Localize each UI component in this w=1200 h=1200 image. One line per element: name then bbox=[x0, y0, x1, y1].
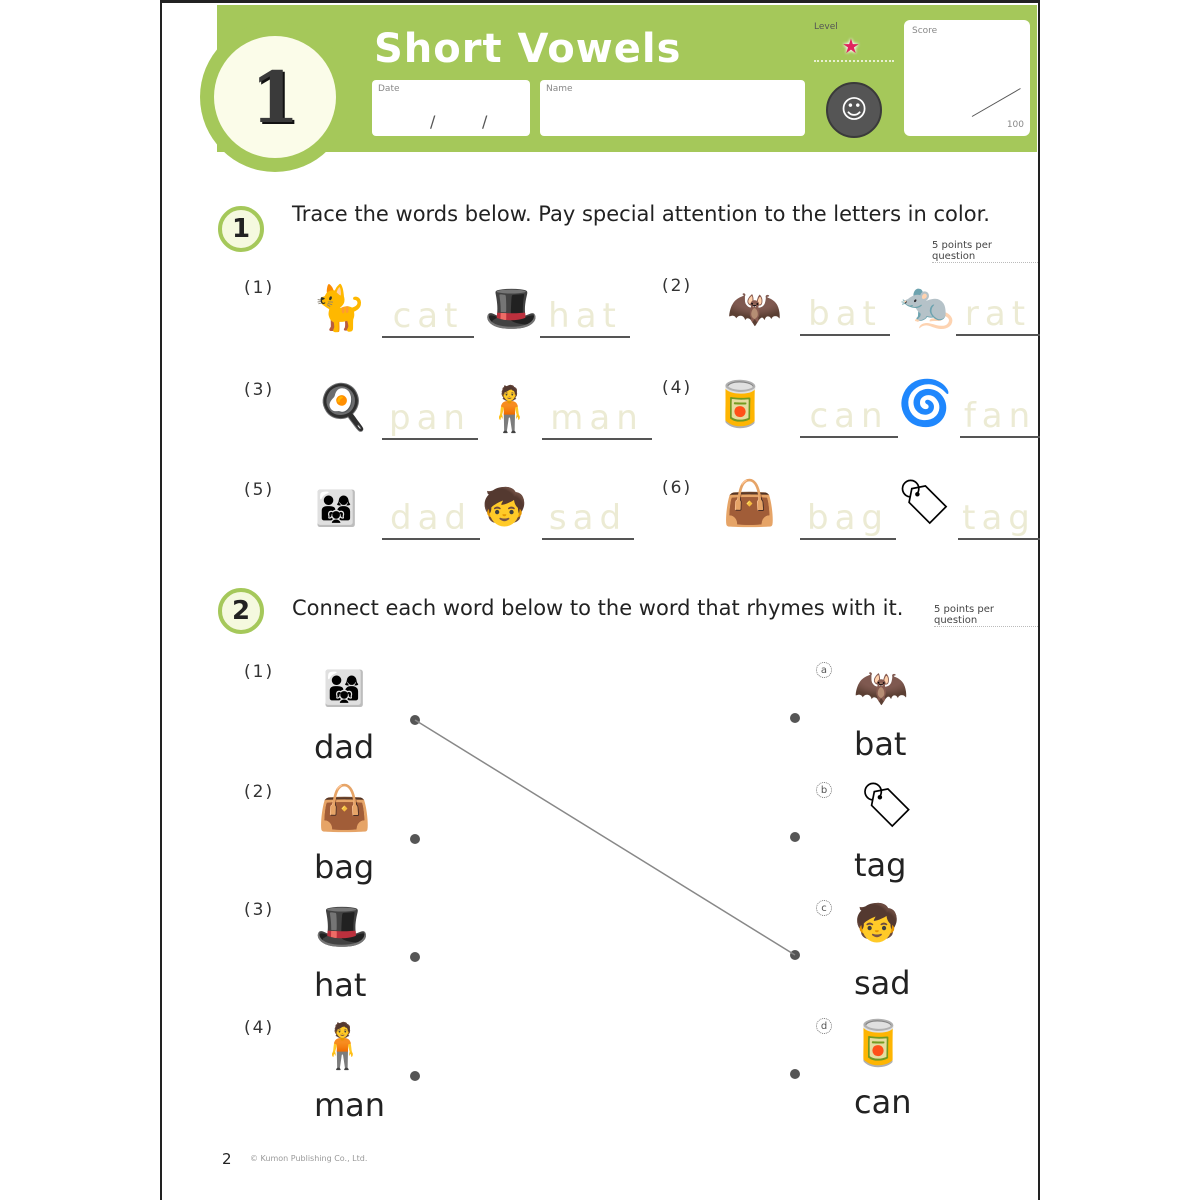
trace-word-dad[interactable]: dad bbox=[382, 498, 480, 540]
trace-word-man[interactable]: man bbox=[542, 398, 652, 440]
pan-icon: 🍳 bbox=[315, 381, 371, 433]
section-1-instruction: Trace the words below. Pay special attention to the letters in color. bbox=[292, 202, 990, 226]
left-word-dad: dad bbox=[314, 728, 375, 766]
option-letter: c bbox=[816, 900, 832, 916]
level-label: Level bbox=[814, 22, 838, 32]
man-icon: 🧍 bbox=[315, 1021, 370, 1072]
can-icon: 🥫 bbox=[850, 1018, 906, 1069]
section-1-number: 1 bbox=[218, 206, 264, 252]
right-word-sad: sad bbox=[854, 964, 911, 1002]
connect-dot-bag[interactable] bbox=[410, 834, 420, 844]
tag-icon: 🏷 bbox=[896, 477, 953, 528]
question-number: (1) bbox=[244, 278, 275, 298]
date-label: Date bbox=[378, 84, 400, 94]
trace-word-cat[interactable]: cat bbox=[382, 296, 474, 338]
date-slash: / bbox=[482, 112, 488, 131]
question-number: (2) bbox=[244, 782, 275, 802]
bag-icon: 👜 bbox=[317, 783, 372, 834]
section-2-number: 2 bbox=[218, 588, 264, 634]
connect-dot-tag[interactable] bbox=[790, 832, 800, 842]
date-slash: / bbox=[430, 112, 436, 131]
sad-boy-icon: 🧒 bbox=[482, 486, 527, 528]
section-2-points: 5 points per question bbox=[934, 604, 1038, 627]
bag-icon: 👜 bbox=[722, 478, 777, 529]
sad-boy-icon: 🧒 bbox=[854, 903, 900, 944]
rat-icon: 🐀 bbox=[899, 279, 955, 331]
question-number: (6) bbox=[662, 478, 693, 498]
section-1-points: 5 points per question bbox=[932, 240, 1038, 263]
trace-word-bag[interactable]: bag bbox=[800, 498, 896, 540]
page-number: 2 bbox=[222, 1150, 232, 1168]
connect-dot-sad[interactable] bbox=[790, 950, 800, 960]
option-letter: b bbox=[816, 782, 832, 798]
question-number: (5) bbox=[244, 480, 275, 500]
bat-icon: 🦇 bbox=[727, 283, 782, 334]
can-icon: 🥫 bbox=[712, 379, 768, 430]
copyright: © Kumon Publishing Co., Ltd. bbox=[250, 1154, 368, 1163]
unit-badge bbox=[214, 36, 336, 158]
unit-number: 1 bbox=[250, 55, 300, 139]
left-word-bag: bag bbox=[314, 848, 375, 886]
tag-icon: 🏷 bbox=[859, 780, 915, 831]
page-title: Short Vowels bbox=[374, 26, 682, 72]
left-word-man: man bbox=[314, 1086, 386, 1124]
trace-word-hat[interactable]: hat bbox=[540, 296, 630, 338]
connect-dot-bat[interactable] bbox=[790, 713, 800, 723]
score-max: 100 bbox=[1006, 120, 1024, 130]
hat-icon: 🎩 bbox=[314, 901, 370, 952]
score-field[interactable] bbox=[904, 20, 1030, 136]
star-icon: ★ bbox=[842, 34, 860, 58]
trace-word-rat[interactable]: rat bbox=[956, 294, 1040, 336]
hat-icon: 🎩 bbox=[484, 283, 539, 334]
trace-word-fan[interactable]: fan bbox=[960, 396, 1040, 438]
bat-icon: 🦇 bbox=[853, 662, 909, 713]
fan-icon: 🌀 bbox=[897, 377, 953, 429]
trace-word-can[interactable]: can bbox=[800, 396, 898, 438]
trace-word-tag[interactable]: tag bbox=[958, 498, 1040, 540]
option-letter: a bbox=[816, 662, 832, 678]
man-icon: 🧍 bbox=[482, 384, 537, 435]
question-number: (3) bbox=[244, 380, 275, 400]
trace-word-bat[interactable]: bat bbox=[800, 294, 890, 336]
worksheet-page bbox=[160, 0, 1040, 1200]
question-number: (4) bbox=[244, 1018, 275, 1038]
name-field[interactable] bbox=[540, 80, 805, 136]
top-border bbox=[162, 0, 1038, 3]
left-word-hat: hat bbox=[314, 966, 367, 1004]
connect-dot-hat[interactable] bbox=[410, 952, 420, 962]
question-number: (1) bbox=[244, 662, 275, 682]
right-word-can: can bbox=[854, 1083, 912, 1121]
question-number: (3) bbox=[244, 900, 275, 920]
level-divider bbox=[814, 60, 894, 62]
smiley-icon: ☺ bbox=[826, 82, 882, 138]
connect-dot-man[interactable] bbox=[410, 1071, 420, 1081]
trace-word-sad[interactable]: sad bbox=[542, 498, 634, 540]
section-2-instruction: Connect each word below to the word that rhymes with it. bbox=[292, 596, 904, 620]
name-label: Name bbox=[546, 84, 573, 94]
cat-icon: 🐈 bbox=[312, 283, 367, 334]
right-word-bat: bat bbox=[854, 725, 907, 763]
question-number: (4) bbox=[662, 378, 693, 398]
family-icon: 👨‍👩‍👧 bbox=[323, 669, 366, 709]
score-label: Score bbox=[912, 26, 938, 36]
connect-dot-dad[interactable] bbox=[410, 715, 420, 725]
family-icon: 👨‍👩‍👧 bbox=[315, 489, 358, 529]
right-word-tag: tag bbox=[854, 846, 907, 884]
date-field[interactable] bbox=[372, 80, 530, 136]
trace-word-pan[interactable]: pan bbox=[382, 398, 478, 440]
question-number: (2) bbox=[662, 276, 693, 296]
score-divider bbox=[972, 88, 1021, 117]
option-letter: d bbox=[816, 1018, 832, 1034]
connect-dot-can[interactable] bbox=[790, 1069, 800, 1079]
